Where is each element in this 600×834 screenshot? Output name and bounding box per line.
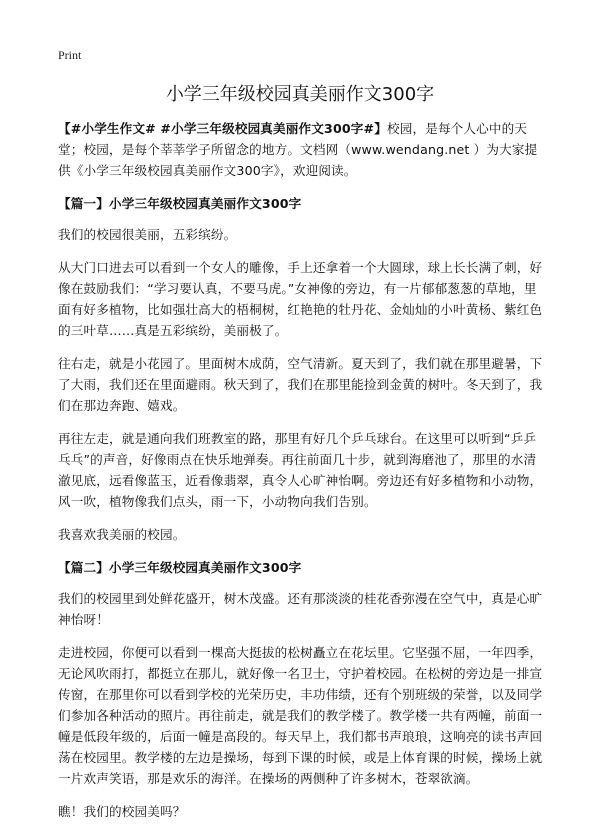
paragraph: 瞧！我们的校园美吗？ [58, 804, 186, 819]
intro-text: 校园，是每个人心中的天堂；校园，是每个莘莘学子所留念的地方。文档网（www.wendang.net ）为大家提供《小学三年级校园真美丽作文300字》，欢迎阅读。 [58, 121, 538, 178]
paragraph: 我喜欢我美丽的校园。 [58, 527, 186, 542]
article-body [58, 118, 548, 834]
page-title: 小学三年级校园真美丽作文300字 [165, 84, 435, 105]
paragraph: 往右走，就是小花园了。里面树木成荫，空气清新。夏天到了，我们就在那里避暑，下了大雨，我们还在里面避雨。秋天到了，我们在那里能捡到金黄的树叶。冬天到了，我们在那边奔跑、嬉戏。 [58, 356, 543, 413]
intro-paragraph [58, 118, 548, 181]
paragraph: 从大门口进去可以看到一个女人的雕像，手上还拿着一个大圆球，球上长长满了刺，好像在鼓励我们：“学习要认真，不要马虎。”女神像的旁边，有一片郁郁葱葱的草地，里面有好多植物，比如强壮高大的梧桐树，红艳艳的牡丹花、金灿灿的小叶黄杨、紫红色的三叶草……真是五彩缤纷，美丽极了。 [58, 260, 543, 338]
paragraph: 走进校园，你便可以看到一棵高大挺拔的松树矗立在花坛里。它坚强不屈，一年四季，无论风吹雨打，都挺立在那儿，就好像一名卫士，守护着校园。在松树的旁边是一排宣传窗，在那里你可以看到学校的光荣历史，丰功伟绩，还有个别班级的荣誉，以及同学们参加各种活动的照片。再往前走，就是我们的教学楼了。教学楼一共有两幢，前面一幢是低段年级的，后面一幢是高段的。每天早上，我们都书声琅琅，这响亮的读书声回荡在校园里。教学楼的左边是操场，每到下课的时候，或是上体育课的时候，操场上就一片欢声笑语，那是欢乐的海洋。在操场的两侧种了许多树木，苍翠欲滴。 [58, 645, 543, 786]
intro-tag: 【#小学生作文# #小学三年级校园真美丽作文300字#】 [58, 121, 387, 136]
print-link[interactable]: Print [58, 48, 82, 62]
paragraph: 我们的校园里到处鲜花盛开，树木茂盛。还有那淡淡的桂花香弥漫在空气中，真是心旷神怡呀！ [58, 591, 543, 627]
section-heading-1: 【篇一】小学三年级校园真美丽作文300字 [58, 196, 302, 211]
section-heading-2: 【篇二】小学三年级校园真美丽作文300字 [58, 560, 302, 575]
paragraph: 再往左走，就是通向我们班教室的路，那里有好几个乒乓球台。在这里可以听到“乒乒乓乓”的声音，好像雨点在快乐地弹奏。再往前面几十步，就到海磨池了，那里的水清澈见底，远看像蓝玉，近看像翡翠，真令人心旷神怡啊。旁边还有好多植物和小动物，风一吹，植物像我们点头，雨一下，小动物向我们告别。 [58, 431, 543, 509]
paragraph: 我们的校园很美丽，五彩缤纷。 [58, 227, 237, 242]
